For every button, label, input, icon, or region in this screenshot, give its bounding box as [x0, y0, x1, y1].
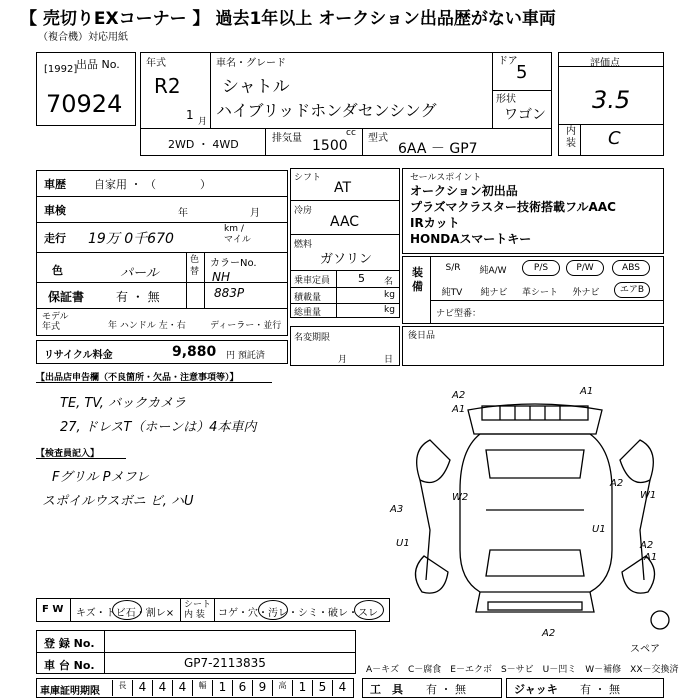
doors-label: ドア	[498, 56, 518, 67]
jack-label: ジャッキ	[514, 683, 558, 696]
month-value: 1	[186, 108, 194, 122]
diagram-mark-4: W2	[452, 492, 469, 503]
cert-cell: 長	[112, 680, 132, 696]
equip-alloy: 純A/W	[479, 266, 507, 276]
sales-point-3: IRカット	[410, 216, 460, 230]
displacement-value: 1500	[312, 138, 348, 154]
seller-notes-label: 【出品店申告欄（不良箇所・欠品・注意事項等）】	[36, 373, 239, 383]
model-kind-label: モデル 年式	[42, 312, 69, 332]
diagram-mark-8: A2	[640, 540, 654, 551]
model-value: 6AA － GP7	[398, 141, 478, 157]
color-value: パール	[120, 266, 159, 281]
equip-airbag: エアB	[614, 282, 650, 298]
history-label: 車歴	[44, 178, 66, 191]
diagram-mark-3: A1	[452, 404, 466, 415]
diagram-mark-1: A2	[452, 390, 466, 401]
equipment-label: 装備	[412, 266, 423, 293]
fw-label: F W	[42, 604, 64, 615]
chassis-value: GP7-2113835	[184, 656, 266, 670]
car-grade: ハイブリッドホンダセンシング	[216, 101, 437, 120]
drive-options: 2WD ・ 4WD	[168, 138, 239, 151]
inspector-notes-label: 【検査員記入】	[36, 449, 100, 459]
expiry-day: 日	[384, 355, 394, 365]
cert-cell: 高	[272, 680, 292, 696]
color-no-1: NH	[212, 270, 230, 284]
fuel-value: ガソリン	[320, 252, 373, 267]
car-name: シャトル	[222, 77, 290, 97]
shape-value: ワゴン	[504, 107, 546, 123]
cert-cell: 6	[232, 680, 252, 696]
cert-cell: 4	[172, 680, 192, 696]
sales-point-2: プラズマクラスター技術搭載フルAAC	[410, 200, 616, 214]
cert-cell: 4	[332, 680, 352, 696]
diagram-mark-11: A1	[644, 552, 658, 563]
nav-model-label: ナビ型番：	[436, 309, 482, 319]
equip-tv: 純TV	[441, 288, 463, 298]
cert-cell: 9	[252, 680, 272, 696]
interior-value: C	[608, 128, 621, 149]
cert-cell: 1	[212, 680, 232, 696]
seller-note-1: TE, TV, バックカメラ	[60, 396, 187, 411]
color-no-2: 883P	[214, 286, 245, 300]
load-label: 積載量	[294, 293, 322, 303]
expiry-month: 月	[338, 355, 348, 365]
cert-cell: 4	[132, 680, 152, 696]
sales-point-1: オークション初出品	[410, 184, 518, 198]
shift-value: AT	[334, 180, 352, 196]
registration-label: 登 録 No.	[44, 637, 95, 650]
tools-value: 有 ・ 無	[426, 683, 466, 696]
recycle-value: 9,880	[172, 344, 217, 360]
seller-note-2: 27, ドレスT（ホーンは）4本車内	[60, 420, 257, 435]
mark-circle-yogore	[258, 600, 288, 620]
expiry-label: 名変期限	[294, 333, 331, 343]
lot-year-code: [1992]	[44, 64, 78, 75]
fw-items: キズ・トビ石・割レ×	[76, 608, 175, 619]
gross-label: 総重量	[294, 308, 322, 318]
warranty-value: 有 ・ 無	[116, 290, 160, 304]
month-suffix: 月	[198, 117, 208, 127]
equip-navi: 純ナビ	[480, 288, 508, 298]
name-label: 車名・グレード	[216, 58, 286, 69]
inspector-note-1: Fグリル Pメフレ	[52, 470, 149, 485]
equip-sr: S/R	[445, 263, 461, 273]
diagram-mark-7: U1	[592, 524, 606, 535]
spare-label: スペア	[630, 644, 660, 655]
cert-cell: 1	[292, 680, 312, 696]
diagram-mark-12: A2	[610, 478, 624, 489]
gross-unit: kg	[384, 305, 395, 315]
diagram-mark-6: U1	[396, 538, 410, 549]
score-label: 評価点	[590, 58, 620, 69]
cert-cell: 4	[152, 680, 172, 696]
recycle-label: リサイクル料金	[44, 350, 113, 361]
inspector-note-2: スポイルウスボニ ビ, ハU	[42, 494, 194, 509]
color-change-label: 色替	[190, 255, 200, 277]
cert-label: 車庫証明期限	[40, 686, 100, 697]
diagram-mark-5: A3	[390, 504, 404, 515]
later-box	[402, 326, 664, 366]
header-subtitle: （複合機）対応用紙	[38, 32, 128, 43]
dealer-label: ディーラー・並行	[210, 321, 282, 331]
history-value: 自家用 ・ （ ）	[94, 178, 211, 191]
equip-ext-navi: 外ナビ	[572, 288, 600, 298]
inspection-month: 月	[250, 208, 260, 219]
capacity-label: 乗車定員	[294, 276, 331, 286]
inspection-label: 車検	[44, 204, 66, 217]
lot-label: 出品 No.	[76, 58, 120, 71]
interior-label: 内装	[566, 126, 576, 149]
capacity-value: 5	[358, 272, 365, 285]
diagram-mark-10: A2	[542, 628, 556, 639]
car-damage-diagram	[390, 380, 680, 635]
legend: A－キズ C－腐食 E－エクボ S－サビ U－凹ミ W－補修 XX－交換済	[366, 665, 679, 675]
equip-ps: P/S	[522, 260, 560, 276]
diagram-mark-2: A1	[580, 386, 594, 397]
equip-abs: ABS	[612, 260, 650, 276]
recycle-unit: 円 預託済	[226, 351, 265, 361]
warranty-label: 保証書	[48, 290, 85, 304]
inspection-year: 年	[178, 208, 188, 219]
sheet-label: シート 内 装	[184, 600, 212, 620]
fuel-label: 燃料	[294, 240, 313, 250]
color-no-label: カラーNo.	[210, 258, 257, 269]
mileage-unit: km / マイル	[224, 224, 251, 245]
later-label: 後日品	[408, 331, 436, 341]
mileage-value: 19万 0千670	[88, 231, 174, 247]
color-label: 色	[52, 264, 63, 277]
mark-circle-sure	[354, 600, 384, 620]
model-label: 型式	[368, 133, 388, 144]
displacement-label: 排気量	[272, 133, 302, 144]
shift-label: シフト	[294, 173, 322, 183]
load-unit: kg	[384, 290, 395, 300]
tools-label: 工 具	[370, 683, 403, 696]
mark-circle-tobi	[112, 600, 142, 620]
equip-leather: 革シート	[521, 288, 558, 298]
sheet-items: コゲ・穴・汚レ・シミ・破レ・スレ	[218, 608, 378, 619]
year-label: 年式	[146, 58, 166, 69]
equip-pw: P/W	[566, 260, 604, 276]
chassis-label: 車 台 No.	[44, 659, 95, 672]
handle-label: 年 ハンドル 左・右	[108, 321, 186, 331]
ac-label: 冷房	[294, 206, 313, 216]
shape-label: 形状	[496, 94, 516, 105]
header-title: 【 売切りEXコーナー 】 過去1年以上 オークション出品歴がない車両	[20, 9, 556, 29]
capacity-unit: 名	[384, 277, 394, 287]
displacement-unit: cc	[346, 128, 356, 138]
doors-value: 5	[516, 62, 528, 83]
cert-cell: 5	[312, 680, 332, 696]
year-value: R2	[154, 74, 181, 98]
lot-number: 70924	[46, 90, 123, 118]
cert-cell: 幅	[192, 680, 212, 696]
sales-point-4: HONDAスマートキー	[410, 232, 532, 246]
diagram-mark-9: W1	[640, 490, 657, 501]
mileage-label: 走行	[44, 232, 66, 245]
ac-value: AAC	[330, 214, 360, 230]
sales-points-label: セールスポイント	[410, 173, 482, 183]
score-value: 3.5	[592, 86, 631, 114]
history-box	[36, 170, 288, 336]
jack-value: 有 ・ 無	[580, 683, 620, 696]
